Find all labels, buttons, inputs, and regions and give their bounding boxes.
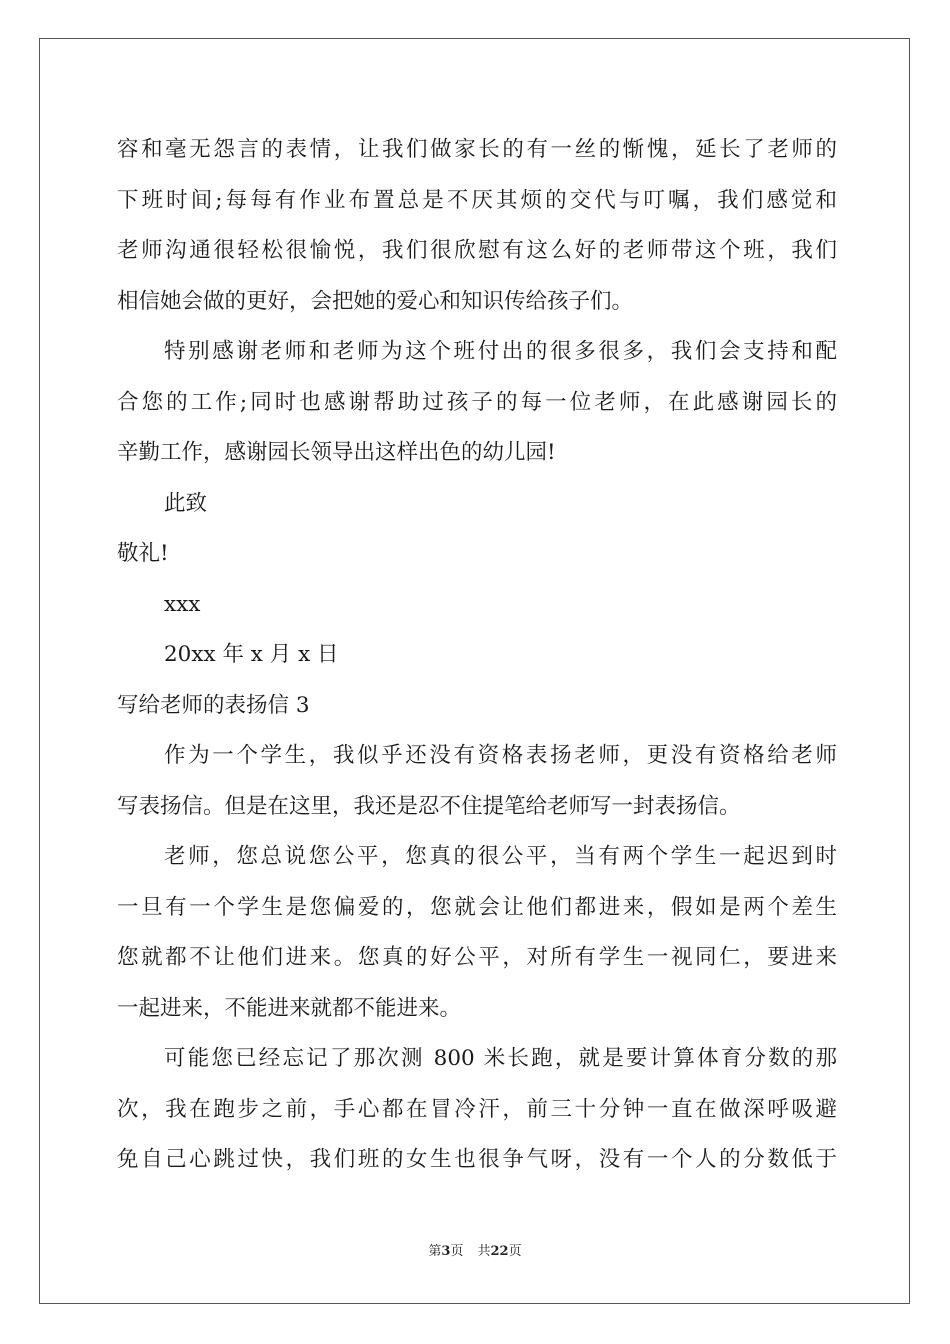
- footer-total-prefix: 共: [477, 1244, 491, 1259]
- text-line: 您就都不让他们进来。您真的好公平，对所有学生一视同仁，要进来: [117, 945, 837, 970]
- text-line: 写给老师的表扬信 3: [117, 692, 310, 718]
- text-line: 20xx 年 x 月 x 日: [164, 642, 339, 667]
- text-line: 辛勤工作，感谢园长领导出这样出色的幼儿园!: [117, 440, 556, 465]
- text-line: 此致: [164, 490, 208, 516]
- text-line: 合您的工作;同时也感谢帮助过孩子的每一位老师，在此感谢园长的: [117, 389, 837, 415]
- text-line: 一起进来，不能进来就都不能进来。: [117, 995, 462, 1021]
- footer-page-total: 22: [490, 1244, 509, 1259]
- text-line: 老师沟通很轻松很愉悦，我们很欣慰有这么好的老师带这个班，我们: [117, 238, 837, 263]
- text-line: 写表扬信。但是在这里，我还是忍不住提笔给老师写一封表扬信。: [117, 793, 741, 819]
- text-line: 特别感谢老师和老师为这个班付出的很多很多，我们会支持和配: [164, 339, 837, 364]
- text-line: 一旦有一个学生是您偏爱的，您就会让他们都进来，假如是两个差生: [117, 894, 837, 920]
- footer-total-suffix: 页: [508, 1244, 522, 1259]
- document-body: [117, 125, 837, 1186]
- text-line: 容和毫无怨言的表情，让我们做家长的有一丝的惭愧，延长了老师的: [117, 137, 837, 162]
- text-line: 次，我在跑步之前，手心都在冒冷汗，前三十分钟一直在做深呼吸避: [117, 1096, 837, 1122]
- footer-page-current: 3: [441, 1244, 451, 1259]
- footer-page-suffix: 页: [450, 1244, 464, 1259]
- text-line: xxx: [164, 591, 201, 617]
- text-line: 可能您已经忘记了那次测 800 米长跑，就是要计算体育分数的那: [164, 1046, 837, 1071]
- text-line: 敬礼!: [117, 541, 169, 566]
- text-line: 作为一个学生，我似乎还没有资格表扬老师，更没有资格给老师: [164, 743, 837, 768]
- text-line: 下班时间;每每有作业布置总是不厌其烦的交代与叮嘱，我们感觉和: [117, 187, 837, 213]
- text-line: 免自己心跳过快，我们班的女生也很争气呀，没有一个人的分数低于: [117, 1147, 837, 1172]
- footer-page-prefix: 第: [428, 1244, 442, 1259]
- text-line: 老师，您总说您公平，您真的很公平，当有两个学生一起迟到时: [164, 844, 837, 869]
- text-line: 相信她会做的更好，会把她的爱心和知识传给孩子们。: [117, 288, 634, 314]
- page-footer: [0, 1240, 950, 1259]
